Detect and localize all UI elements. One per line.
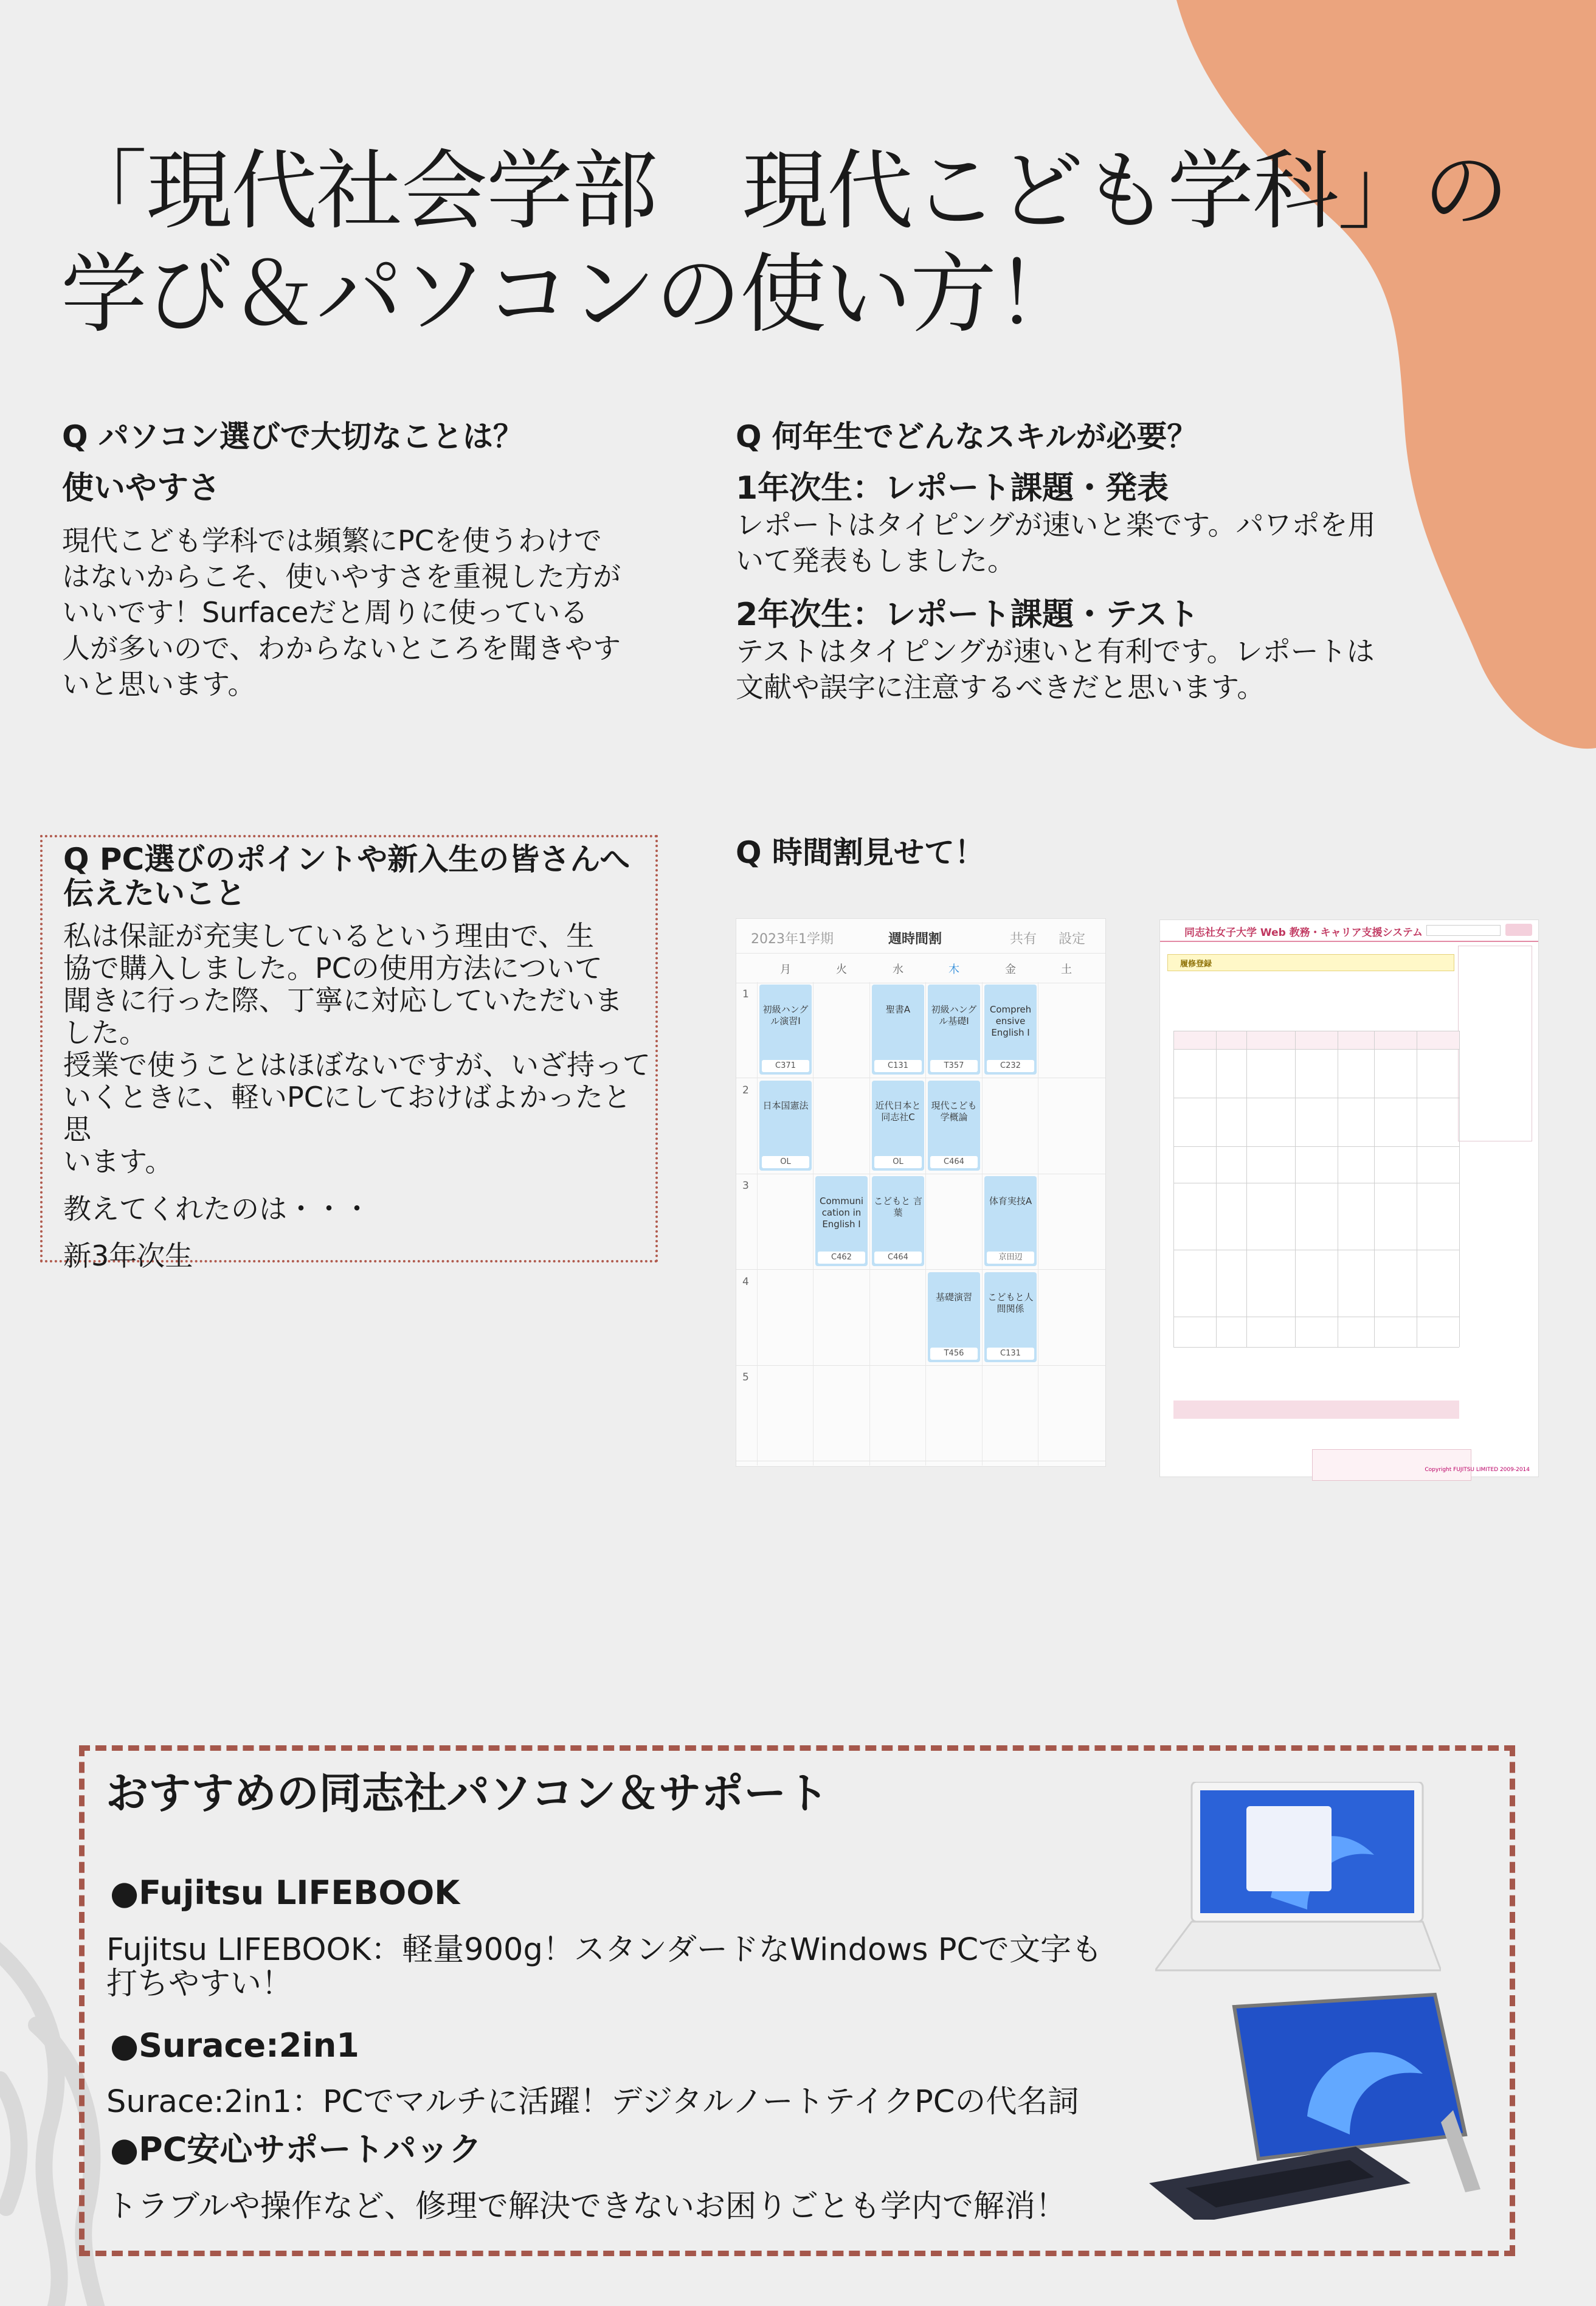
text-line: 聞きに行った際、丁寧に対応していただいま xyxy=(63,984,623,1017)
class-cell[interactable] xyxy=(872,985,924,1075)
class-room: 京田辺 xyxy=(987,1252,1034,1264)
day-label: 土 xyxy=(1061,963,1072,976)
table-line xyxy=(1459,1031,1460,1347)
text-line: 文献や誤字に注意するべきだと思います。 xyxy=(736,671,1265,704)
text-line: 人が多いので、わからないところを聞きやす xyxy=(62,632,621,665)
settings-button[interactable]: 設定 xyxy=(1059,932,1086,947)
student-year: 新3年次生 xyxy=(63,1239,193,1272)
class-room: C371 xyxy=(762,1060,809,1072)
class-cell[interactable] xyxy=(928,1081,980,1171)
portal-title: 同志社女子大学 Web 教務・キャリア支援システム xyxy=(1184,927,1423,939)
class-room: C131 xyxy=(874,1060,922,1072)
class-name: Communi cation in English I xyxy=(819,1196,864,1230)
portal-course-table xyxy=(1173,1031,1459,1347)
class-room: C464 xyxy=(874,1252,922,1264)
class-name: 現代こども 学概論 xyxy=(931,1100,977,1123)
registration-tab[interactable]: 履修登録 xyxy=(1180,960,1212,969)
day-label: 火 xyxy=(836,963,847,976)
class-name: こどもと 言葉 xyxy=(874,1196,922,1218)
class-name: 初級ハング ル演習Ⅰ xyxy=(762,1004,809,1027)
text-line: いいです！Surfaceだと周りに使っている xyxy=(62,596,589,629)
q1-section xyxy=(62,417,682,702)
lifebook-laptop-image xyxy=(1155,1782,1441,1982)
table-line xyxy=(1246,1031,1247,1347)
text-line: いくときに、軽いPCにしておけばよかったと思 xyxy=(63,1081,631,1146)
text-line: はないからこそ、使いやすさを重視した方が xyxy=(62,560,621,593)
class-cell[interactable] xyxy=(815,1176,868,1266)
support-heading: おすすめの同志社パソコン＆サポート xyxy=(106,1768,829,1818)
class-room: C464 xyxy=(930,1156,978,1168)
grid-line xyxy=(869,982,870,1466)
day-header-row xyxy=(736,953,1105,983)
portal-tab-bar xyxy=(1167,954,1454,971)
timetable-title: 週時間割 xyxy=(888,932,942,947)
class-room: C232 xyxy=(987,1060,1034,1072)
term-label: 2023年1学期 xyxy=(751,932,834,947)
class-name: こどもと人 間関係 xyxy=(987,1292,1034,1314)
class-cell[interactable] xyxy=(984,1176,1037,1266)
class-name: 聖書A xyxy=(885,1004,911,1015)
q3-question-line: Q PC選びのポイントや新入生の皆さんへ xyxy=(63,842,630,877)
table-line xyxy=(1173,1347,1459,1348)
class-room: T357 xyxy=(930,1060,978,1072)
page-title xyxy=(61,140,1520,347)
grid-line xyxy=(813,982,814,1466)
table-line xyxy=(1173,1031,1174,1347)
class-room: OL xyxy=(874,1156,922,1168)
period-label: 5 xyxy=(742,1371,749,1383)
portal-search-input[interactable] xyxy=(1426,925,1501,936)
text-line: テストはタイピングが速いと有利です。レポートは xyxy=(736,635,1375,668)
class-cell[interactable] xyxy=(759,985,812,1075)
day-label: 金 xyxy=(1005,963,1016,976)
text-line: 私は保証が充実しているという理由で、生 xyxy=(63,919,595,952)
text-line: います。 xyxy=(63,1145,173,1178)
grid-line xyxy=(925,982,926,1466)
grid-line xyxy=(736,1269,1105,1270)
grid-line xyxy=(736,1365,1105,1366)
class-name: 基礎演習 xyxy=(935,1292,972,1303)
table-line xyxy=(1374,1031,1375,1347)
table-line xyxy=(1216,1031,1217,1347)
day-label: 水 xyxy=(893,963,903,976)
class-cell[interactable] xyxy=(928,985,980,1075)
q4-question: Q 時間割見せて！ xyxy=(736,835,985,870)
q2-section xyxy=(736,417,1435,705)
timetable-header xyxy=(736,919,1105,953)
period-label: 4 xyxy=(742,1276,749,1288)
portal-summary-header xyxy=(1173,1401,1459,1419)
text-line: いと思います。 xyxy=(62,668,256,701)
table-line xyxy=(1173,1146,1459,1147)
grid-line xyxy=(757,982,758,1466)
product-name: ●Fujitsu LIFEBOOK xyxy=(110,1874,460,1912)
class-name: 近代日本と 同志社C xyxy=(875,1100,921,1123)
q3-body xyxy=(63,920,655,1178)
timetable-screenshot xyxy=(736,918,1106,1467)
title-line-2: 学び＆パソコンの使い方！ xyxy=(61,244,1081,345)
class-name: 初級ハング ル基礎Ⅰ xyxy=(931,1004,977,1027)
portal-screenshot xyxy=(1159,919,1539,1477)
class-room: C131 xyxy=(987,1348,1034,1360)
class-cell[interactable] xyxy=(984,1272,1037,1362)
text-line: 打ちやすい！ xyxy=(106,1966,293,2002)
text-line: した。 xyxy=(63,1016,147,1049)
period-label: 2 xyxy=(742,1084,749,1096)
title-line-1: 「現代社会学部 現代こども学科」の xyxy=(61,141,1508,241)
portal-credits-box xyxy=(1312,1449,1471,1481)
share-button[interactable]: 共有 xyxy=(1010,932,1037,947)
taught-by-label: 教えてくれたのは・・・ xyxy=(63,1193,371,1225)
class-cell[interactable] xyxy=(759,1081,812,1171)
logout-button[interactable] xyxy=(1505,924,1532,936)
day-label: 月 xyxy=(780,963,791,976)
q1-answer-body xyxy=(62,523,682,702)
table-line xyxy=(1295,1031,1296,1347)
q3-question-line: 伝えたいこと xyxy=(63,876,246,911)
year2-heading: 2年次生：レポート課題・テスト xyxy=(736,597,1200,633)
surface-2in1-image xyxy=(1149,1982,1490,2220)
portal-sidebar xyxy=(1458,946,1532,1141)
class-name: Compreh ensive English I xyxy=(989,1004,1032,1038)
text-line: レポートはタイピングが速いと楽です。パワポを用 xyxy=(736,508,1376,541)
class-cell[interactable] xyxy=(984,985,1037,1075)
q1-answer-heading: 使いやすさ xyxy=(62,470,221,507)
product-name: ●Surace:2in1 xyxy=(110,2026,359,2065)
table-line xyxy=(1173,1049,1459,1050)
text-line: Fujitsu LIFEBOOK：軽量900g！スタンダードなWindows PCで文字も xyxy=(106,1932,1103,1968)
text-line: 現代こども学科では頻繁にPCを使うわけで xyxy=(62,524,602,557)
class-cell[interactable] xyxy=(928,1272,980,1362)
class-cell[interactable] xyxy=(872,1176,924,1266)
portal-copyright: Copyright FUJITSU LIMITED 2009-2014 xyxy=(1425,1467,1530,1473)
grid-line xyxy=(982,982,983,1466)
class-name: 体育実技A xyxy=(989,1196,1032,1207)
q3-box xyxy=(40,835,658,1272)
class-name: 日本国憲法 xyxy=(762,1100,809,1111)
text-line: 協で購入しました。PCの使用方法について xyxy=(63,952,603,985)
period-label: 3 xyxy=(742,1180,749,1192)
class-cell[interactable] xyxy=(872,1081,924,1171)
class-room: T456 xyxy=(930,1348,978,1360)
portal-header xyxy=(1160,920,1538,942)
text-line: 授業で使うことはほぼないですが、いざ持って xyxy=(63,1048,651,1081)
text-line: いて発表もしました。 xyxy=(736,544,1015,577)
product-desc xyxy=(106,1933,1201,2001)
product-desc: Surace:2in1：PCでマルチに活躍！デジタルノートテイクPCの代名詞 xyxy=(106,2084,1079,2120)
product-name: ●PC安心サポートパック xyxy=(110,2130,482,2169)
q2-question: Q 何年生でどんなスキルが必要？ xyxy=(736,419,1198,454)
period-label: 1 xyxy=(742,988,749,1000)
year1-heading: 1年次生：レポート課題・発表 xyxy=(736,470,1169,507)
class-room: OL xyxy=(762,1156,809,1168)
q1-question: Q パソコン選びで大切なことは？ xyxy=(62,419,523,454)
day-label: 木 xyxy=(948,963,959,976)
product-desc: トラブルや操作など、修理で解決できないお困りごとも学内で解消！ xyxy=(106,2189,1066,2225)
class-room: C462 xyxy=(818,1252,865,1264)
